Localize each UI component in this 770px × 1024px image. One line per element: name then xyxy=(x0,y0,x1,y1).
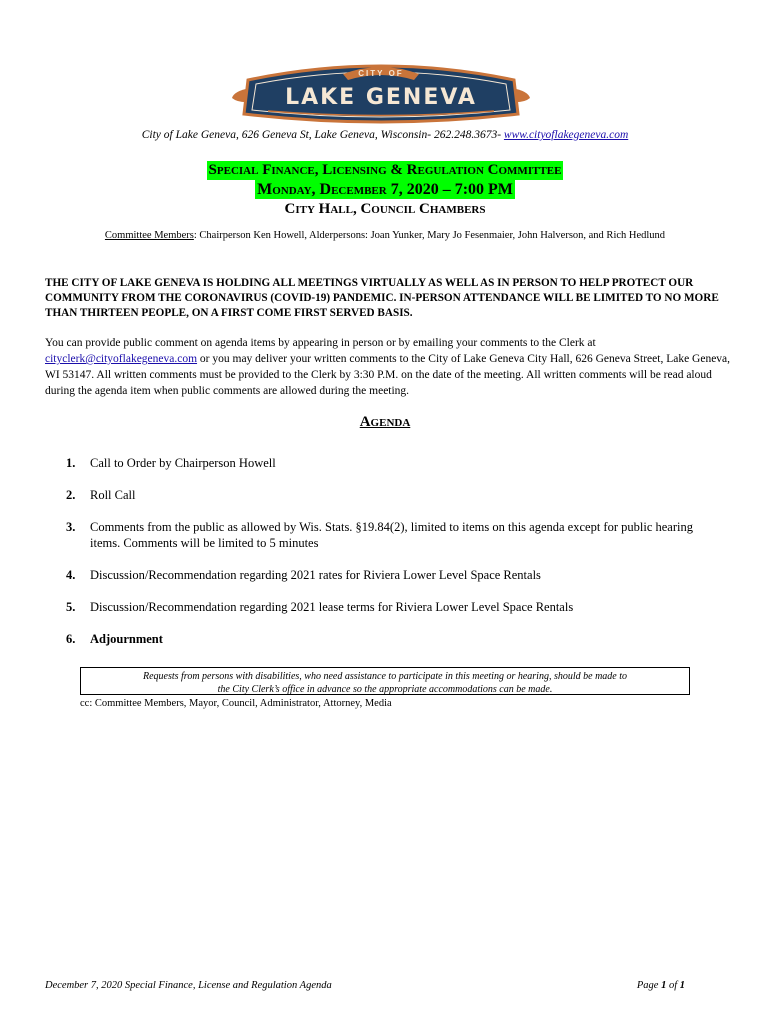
members-label: Committee Members xyxy=(104,230,194,241)
disabilities-line-1: Requests from persons with disabilities, who need assistance to participate in this meeting or hearing, should be made to xyxy=(142,671,628,682)
comment-rest: or you may deliver your written comments to the City of Lake Geneva City Hall, 626 Geneva Street, Lake Geneva, WI 53147. All written comments must be provided to the Clerk by 3:30 P.M. on the date of the meeting. All written comments will be read aloud during the agenda item when public comments are allowed during the meeting. xyxy=(45,353,731,397)
agenda-item xyxy=(66,631,726,647)
lake-geneva-logo xyxy=(228,58,534,124)
page-total: 1 xyxy=(679,980,685,991)
agenda-item-text: Comments from the public as allowed by Wis. Stats. §19.84(2), limited to items on this agenda except for public hearing items. Comments will be limited to 5 minutes xyxy=(90,520,693,550)
agenda-item xyxy=(66,519,726,551)
logo-main-text: LAKE GENEVA xyxy=(285,85,477,110)
agenda-heading: Agenda xyxy=(359,414,411,430)
address-line xyxy=(0,129,770,141)
meeting-location: City Hall, Council Chambers xyxy=(284,201,486,217)
disabilities-line-2: the City Clerk’s office in advance so the appropriate accommodations can be made. xyxy=(217,684,553,695)
committee-title: Special Finance, Licensing & Regulation Committee xyxy=(208,162,562,178)
address-text: City of Lake Geneva, 626 Geneva St, Lake Geneva, Wisconsin- 262.248.3673- xyxy=(141,129,502,141)
agenda-item xyxy=(66,567,726,583)
members-list: : Chairperson Ken Howell, Alderpersons: Joan Yunker, Mary Jo Fesenmaier, John Halverson, and Rich Hedlund xyxy=(193,230,666,241)
agenda-item-number: 3. xyxy=(66,520,76,534)
agenda-item-number: 5. xyxy=(66,600,76,614)
website-link[interactable]: www.cityoflakegeneva.com xyxy=(503,129,629,141)
committee-members xyxy=(0,230,770,241)
meeting-date: Monday, December 7, 2020 – 7:00 PM xyxy=(257,181,513,198)
agenda-item-number: 4. xyxy=(66,568,76,582)
agenda-item-text: Roll Call xyxy=(90,488,136,502)
agenda-item xyxy=(66,455,726,471)
agenda-item xyxy=(66,599,726,615)
clerk-email-link[interactable]: cityclerk@cityoflakegeneva.com xyxy=(45,353,198,365)
page-of: of xyxy=(666,980,680,991)
page-label: Page xyxy=(636,980,662,991)
meeting-title-block xyxy=(0,161,770,218)
agenda-item-number: 6. xyxy=(66,632,76,646)
footer-title: December 7, 2020 Special Finance, License and Regulation Agenda xyxy=(45,980,332,991)
footer-page-number xyxy=(637,980,685,991)
page-current: 1 xyxy=(661,980,667,991)
comment-intro: You can provide public comment on agenda items by appearing in person or by emailing your comments to the Clerk at xyxy=(45,337,596,349)
logo-city-of-text: CITY OF xyxy=(358,69,404,78)
agenda-list xyxy=(66,455,726,647)
agenda-item-text: Adjournment xyxy=(90,632,163,646)
agenda-item xyxy=(66,487,726,503)
agenda-item-number: 2. xyxy=(66,488,76,502)
agenda-item-text: Call to Order by Chairperson Howell xyxy=(90,456,276,470)
agenda-item-number: 1. xyxy=(66,456,76,470)
covid-notice: THE CITY OF LAKE GENEVA IS HOLDING ALL MEETINGS VIRTUALLY AS WELL AS IN PERSON TO HELP PROTECT OUR COMMUNITY FROM THE CORONAVIRUS (COVID-19) PANDEMIC. IN-PERSON ATTENDANCE WILL BE LIMITED TO NO MORE THAN THIRTEEN PEOPLE, ON A FIRST COME FIRST SERVED BASIS. xyxy=(45,277,719,319)
disabilities-notice-box xyxy=(80,667,690,695)
agenda-item-text: Discussion/Recommendation regarding 2021 rates for Riviera Lower Level Space Rentals xyxy=(90,568,541,582)
agenda-item-text: Discussion/Recommendation regarding 2021 lease terms for Riviera Lower Level Space Rentals xyxy=(90,600,574,614)
cc-line: cc: Committee Members, Mayor, Council, Administrator, Attorney, Media xyxy=(80,698,392,709)
public-comment-paragraph xyxy=(45,335,735,399)
